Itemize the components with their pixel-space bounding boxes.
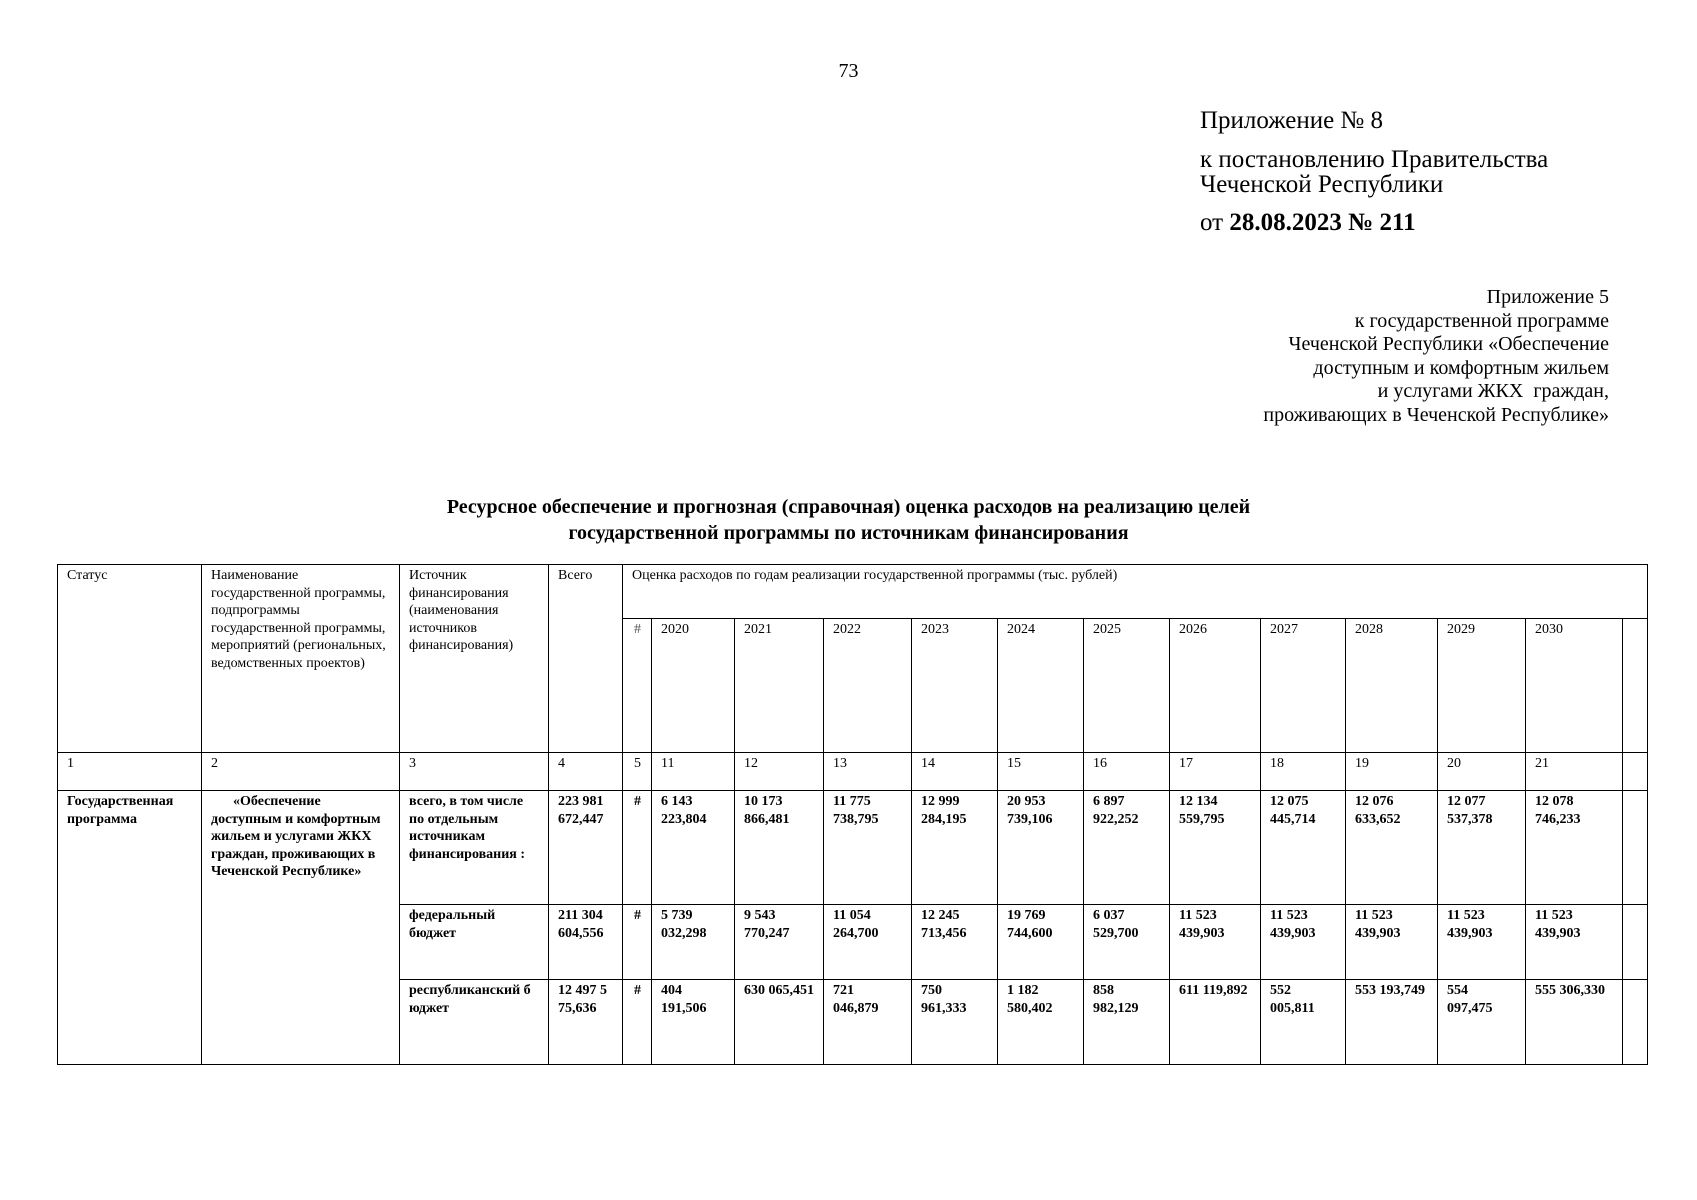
document-title-line2: государственной программы по источникам финансирования xyxy=(568,522,1129,544)
appendix-5-line: Чеченской Республики «Обеспечение xyxy=(1288,333,1609,355)
header-name: Наименование государственной программы, подпрограммы государственной программы, мероприятий (региональных, ведомственных проектов) xyxy=(202,565,400,753)
value-cell: 6 037 529,700 xyxy=(1084,905,1170,980)
header-status: Статус xyxy=(58,565,202,753)
value-cell: 721 046,879 xyxy=(824,980,912,1065)
empty-cell xyxy=(1623,980,1648,1065)
empty-cell xyxy=(1623,753,1648,791)
page-number: 73 xyxy=(838,60,859,82)
source-cell: всего, в том числе по отдельным источникам финансирования : xyxy=(400,791,549,905)
header-year: 2026 xyxy=(1170,619,1261,753)
date-prefix: от xyxy=(1200,209,1224,236)
value-cell: 6 143 223,804 xyxy=(652,791,735,905)
financing-table xyxy=(57,564,1648,1065)
header-year: 2022 xyxy=(824,619,912,753)
header-year: 2025 xyxy=(1084,619,1170,753)
col-number: 13 xyxy=(824,753,912,791)
document-title xyxy=(0,494,1697,546)
header-year: 2024 xyxy=(998,619,1084,753)
header-year: 2030 xyxy=(1526,619,1623,753)
hash-cell: # xyxy=(623,980,652,1065)
col-number: 5 xyxy=(623,753,652,791)
value-cell: 20 953 739,106 xyxy=(998,791,1084,905)
value-cell: 12 076 633,652 xyxy=(1346,791,1438,905)
col-number: 19 xyxy=(1346,753,1438,791)
value-cell: 5 739 032,298 xyxy=(652,905,735,980)
value-cell: 12 075 445,714 xyxy=(1261,791,1346,905)
col-number: 11 xyxy=(652,753,735,791)
header-year: 2020 xyxy=(652,619,735,753)
hash-cell: # xyxy=(623,905,652,980)
empty-cell xyxy=(1623,619,1648,753)
value-cell: 11 523 439,903 xyxy=(1261,905,1346,980)
header-year: 2028 xyxy=(1346,619,1438,753)
empty-cell xyxy=(1623,905,1648,980)
appendix-8-block xyxy=(1200,108,1548,235)
table-row xyxy=(58,791,1648,905)
value-cell: 10 173 866,481 xyxy=(735,791,824,905)
value-cell: 11 054 264,700 xyxy=(824,905,912,980)
value-cell: 12 999 284,195 xyxy=(912,791,998,905)
col-number: 3 xyxy=(400,753,549,791)
col-number: 2 xyxy=(202,753,400,791)
value-cell: 611 119,892 xyxy=(1170,980,1261,1065)
col-number: 17 xyxy=(1170,753,1261,791)
value-cell: 555 306,330 xyxy=(1526,980,1623,1065)
source-cell: федеральный бюджет xyxy=(400,905,549,980)
total-cell: 211 304 604,556 xyxy=(549,905,623,980)
program-name-cell: «Обеспечение доступным и комфортным жильем и услугами ЖКХ граждан, проживающих в Чеченской Республике» xyxy=(202,791,400,1065)
value-cell: 11 523 439,903 xyxy=(1526,905,1623,980)
header-year: 2021 xyxy=(735,619,824,753)
empty-cell xyxy=(1623,791,1648,905)
value-cell: 858 982,129 xyxy=(1084,980,1170,1065)
document-title-line1: Ресурсное обеспечение и прогнозная (справочная) оценка расходов на реализацию целей xyxy=(446,496,1251,518)
value-cell: 553 193,749 xyxy=(1346,980,1438,1065)
appendix-8-line2: к постановлению Правительства xyxy=(1200,146,1549,173)
value-cell: 6 897 922,252 xyxy=(1084,791,1170,905)
col-number: 1 xyxy=(58,753,202,791)
col-number: 21 xyxy=(1526,753,1623,791)
value-cell: 11 523 439,903 xyxy=(1170,905,1261,980)
appendix-5-block xyxy=(1263,286,1609,427)
value-cell: 12 077 537,378 xyxy=(1438,791,1526,905)
col-number: 15 xyxy=(998,753,1084,791)
total-cell: 12 497 575,636 xyxy=(549,980,623,1065)
total-cell: 223 981 672,447 xyxy=(549,791,623,905)
value-cell: 11 523 439,903 xyxy=(1438,905,1526,980)
value-cell: 630 065,451 xyxy=(735,980,824,1065)
header-total: Всего xyxy=(549,565,623,753)
appendix-5-line: и услугами ЖКХ граждан, xyxy=(1377,380,1609,402)
value-cell: 19 769 744,600 xyxy=(998,905,1084,980)
value-cell: 552 005,811 xyxy=(1261,980,1346,1065)
appendix-5-line: Приложение 5 xyxy=(1486,286,1609,308)
header-source: Источник финансирования (наименования источников финансирования) xyxy=(400,565,549,753)
value-cell: 9 543 770,247 xyxy=(735,905,824,980)
col-number: 18 xyxy=(1261,753,1346,791)
col-number: 12 xyxy=(735,753,824,791)
value-cell: 11 523 439,903 xyxy=(1346,905,1438,980)
header-estimate: Оценка расходов по годам реализации государственной программы (тыс. рублей) xyxy=(623,565,1648,619)
appendix-5-line: к государственной программе xyxy=(1354,309,1609,332)
value-cell: 11 775 738,795 xyxy=(824,791,912,905)
value-cell: 12 245 713,456 xyxy=(912,905,998,980)
value-cell: 554 097,475 xyxy=(1438,980,1526,1065)
value-cell: 1 182 580,402 xyxy=(998,980,1084,1065)
hash-cell: # xyxy=(623,791,652,905)
header-year: 2027 xyxy=(1261,619,1346,753)
col-number: 4 xyxy=(549,753,623,791)
col-number: 16 xyxy=(1084,753,1170,791)
appendix-8-line3: Чеченской Республики xyxy=(1200,171,1444,198)
status-cell: Государственная программа xyxy=(58,791,202,1065)
value-cell: 750 961,333 xyxy=(912,980,998,1065)
value-cell: 12 134 559,795 xyxy=(1170,791,1261,905)
value-cell: 404 191,506 xyxy=(652,980,735,1065)
appendix-8-title: Приложение № 8 xyxy=(1200,107,1384,134)
header-year: 2029 xyxy=(1438,619,1526,753)
appendix-5-line: доступным и комфортным жильем xyxy=(1313,356,1609,379)
source-cell: республиканский бюджет xyxy=(400,980,549,1065)
header-hash: # xyxy=(623,619,652,753)
col-number: 14 xyxy=(912,753,998,791)
appendix-8-date xyxy=(1200,210,1548,235)
header-year: 2023 xyxy=(912,619,998,753)
appendix-5-line: проживающих в Чеченской Республике» xyxy=(1263,403,1609,426)
date-number: 28.08.2023 № 211 xyxy=(1229,209,1416,236)
col-number: 20 xyxy=(1438,753,1526,791)
value-cell: 12 078 746,233 xyxy=(1526,791,1623,905)
